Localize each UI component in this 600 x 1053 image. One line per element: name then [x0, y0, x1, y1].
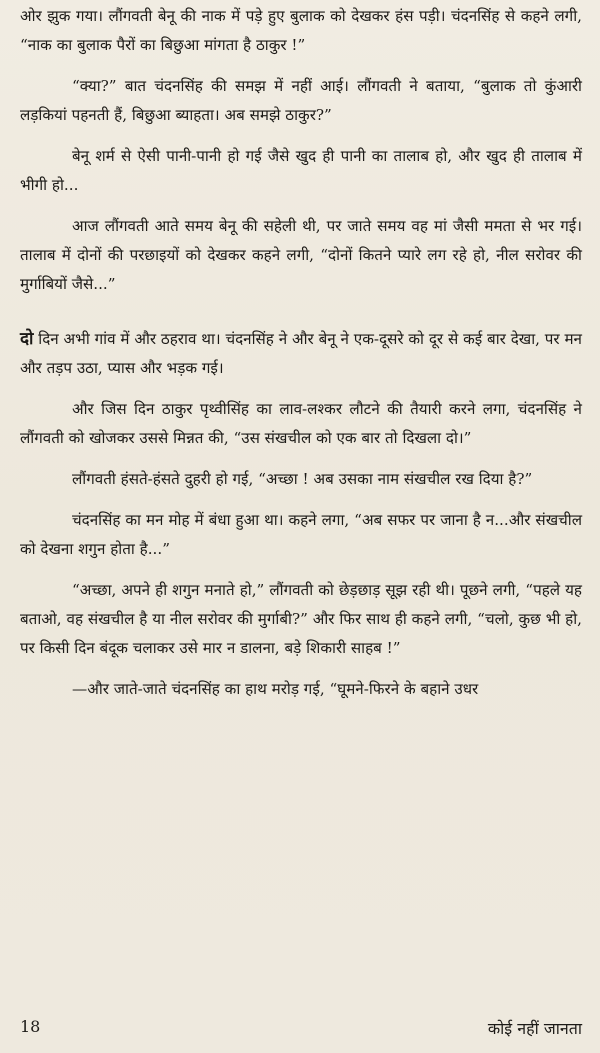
book-title: कोई नहीं जानता — [487, 1019, 582, 1038]
paragraph-5-text: दिन अभी गांव में और ठहराव था। चंदनसिंह ने और बेनू ने एक-दूसरे को दूर से कई बार देखा, पर मन और तड़प उठा, प्यास और भड़क गई। — [20, 330, 582, 377]
paragraph-9: “अच्छा, अपने ही शगुन मनाते हो,” लौंगवती को छेड़छाड़ सूझ रही थी। पूछने लगी, “पहले यह बताओ, वह संखचील है या नील सरोवर की मुर्गाबी?” और फिर साथ ही कहने लगी, “चलो, कुछ भी हो, पर किसी दिन बंदूक चलाकर उसे मार न डालना, बड़े शिकारी साहब !” — [20, 581, 582, 657]
body-text — [20, 2, 582, 704]
paragraph-1: ओर झुक गया। लौंगवती बेनू की नाक में पड़े हुए बुलाक को देखकर हंस पड़ी। चंदनसिंह से कहने लगी, “नाक का बुलाक पैरों का बिछुआ मांगता है ठाकुर !” — [20, 7, 582, 54]
paragraph-6: और जिस दिन ठाकुर पृथ्वीसिंह का लाव-लश्कर लौटने की तैयारी करने लगा, चंदनसिंह ने लौंगवती को खोजकर उससे मिन्नत की, “उस संखचील को एक बार तो दिखला दो।” — [20, 400, 582, 447]
page-footer — [20, 1017, 582, 1039]
paragraph-2: “क्या?” बात चंदनसिंह की समझ में नहीं आई। लौंगवती ने बताया, “बुलाक तो कुंआरी लड़कियां पहनती हैं, बिछुआ ब्याहता। अब समझे ठाकुर?” — [20, 77, 582, 124]
paragraph-5 — [20, 325, 582, 383]
paragraph-3: बेनू शर्म से ऐसी पानी-पानी हो गई जैसे खुद ही पानी का तालाब हो, और खुद ही तालाब में भीगी हो... — [20, 147, 582, 194]
paragraph-7: लौंगवती हंसते-हंसते दुहरी हो गई, “अच्छा ! अब उसका नाम संखचील रख दिया है?” — [72, 470, 533, 488]
paragraph-10: —और जाते-जाते चंदनसिंह का हाथ मरोड़ गई, “घूमने-फिरने के बहाने उधर — [72, 680, 479, 698]
page-number: 18 — [20, 1017, 41, 1036]
paragraph-4: आज लौंगवती आते समय बेनू की सहेली थी, पर जाते समय वह मां जैसी ममता से भर गई। तालाब में दोनों की परछाइयों को देखकर कहने लगी, “दोनों कितने प्यारे लग रहे हो, नील सरोवर की मुर्गाबियों जैसे...” — [20, 217, 582, 293]
section-dropcap: दो — [20, 329, 34, 349]
paragraph-8: चंदनसिंह का मन मोह में बंधा हुआ था। कहने लगा, “अब सफर पर जाना है न...और संखचील को देखना शगुन होता है...” — [20, 511, 582, 558]
